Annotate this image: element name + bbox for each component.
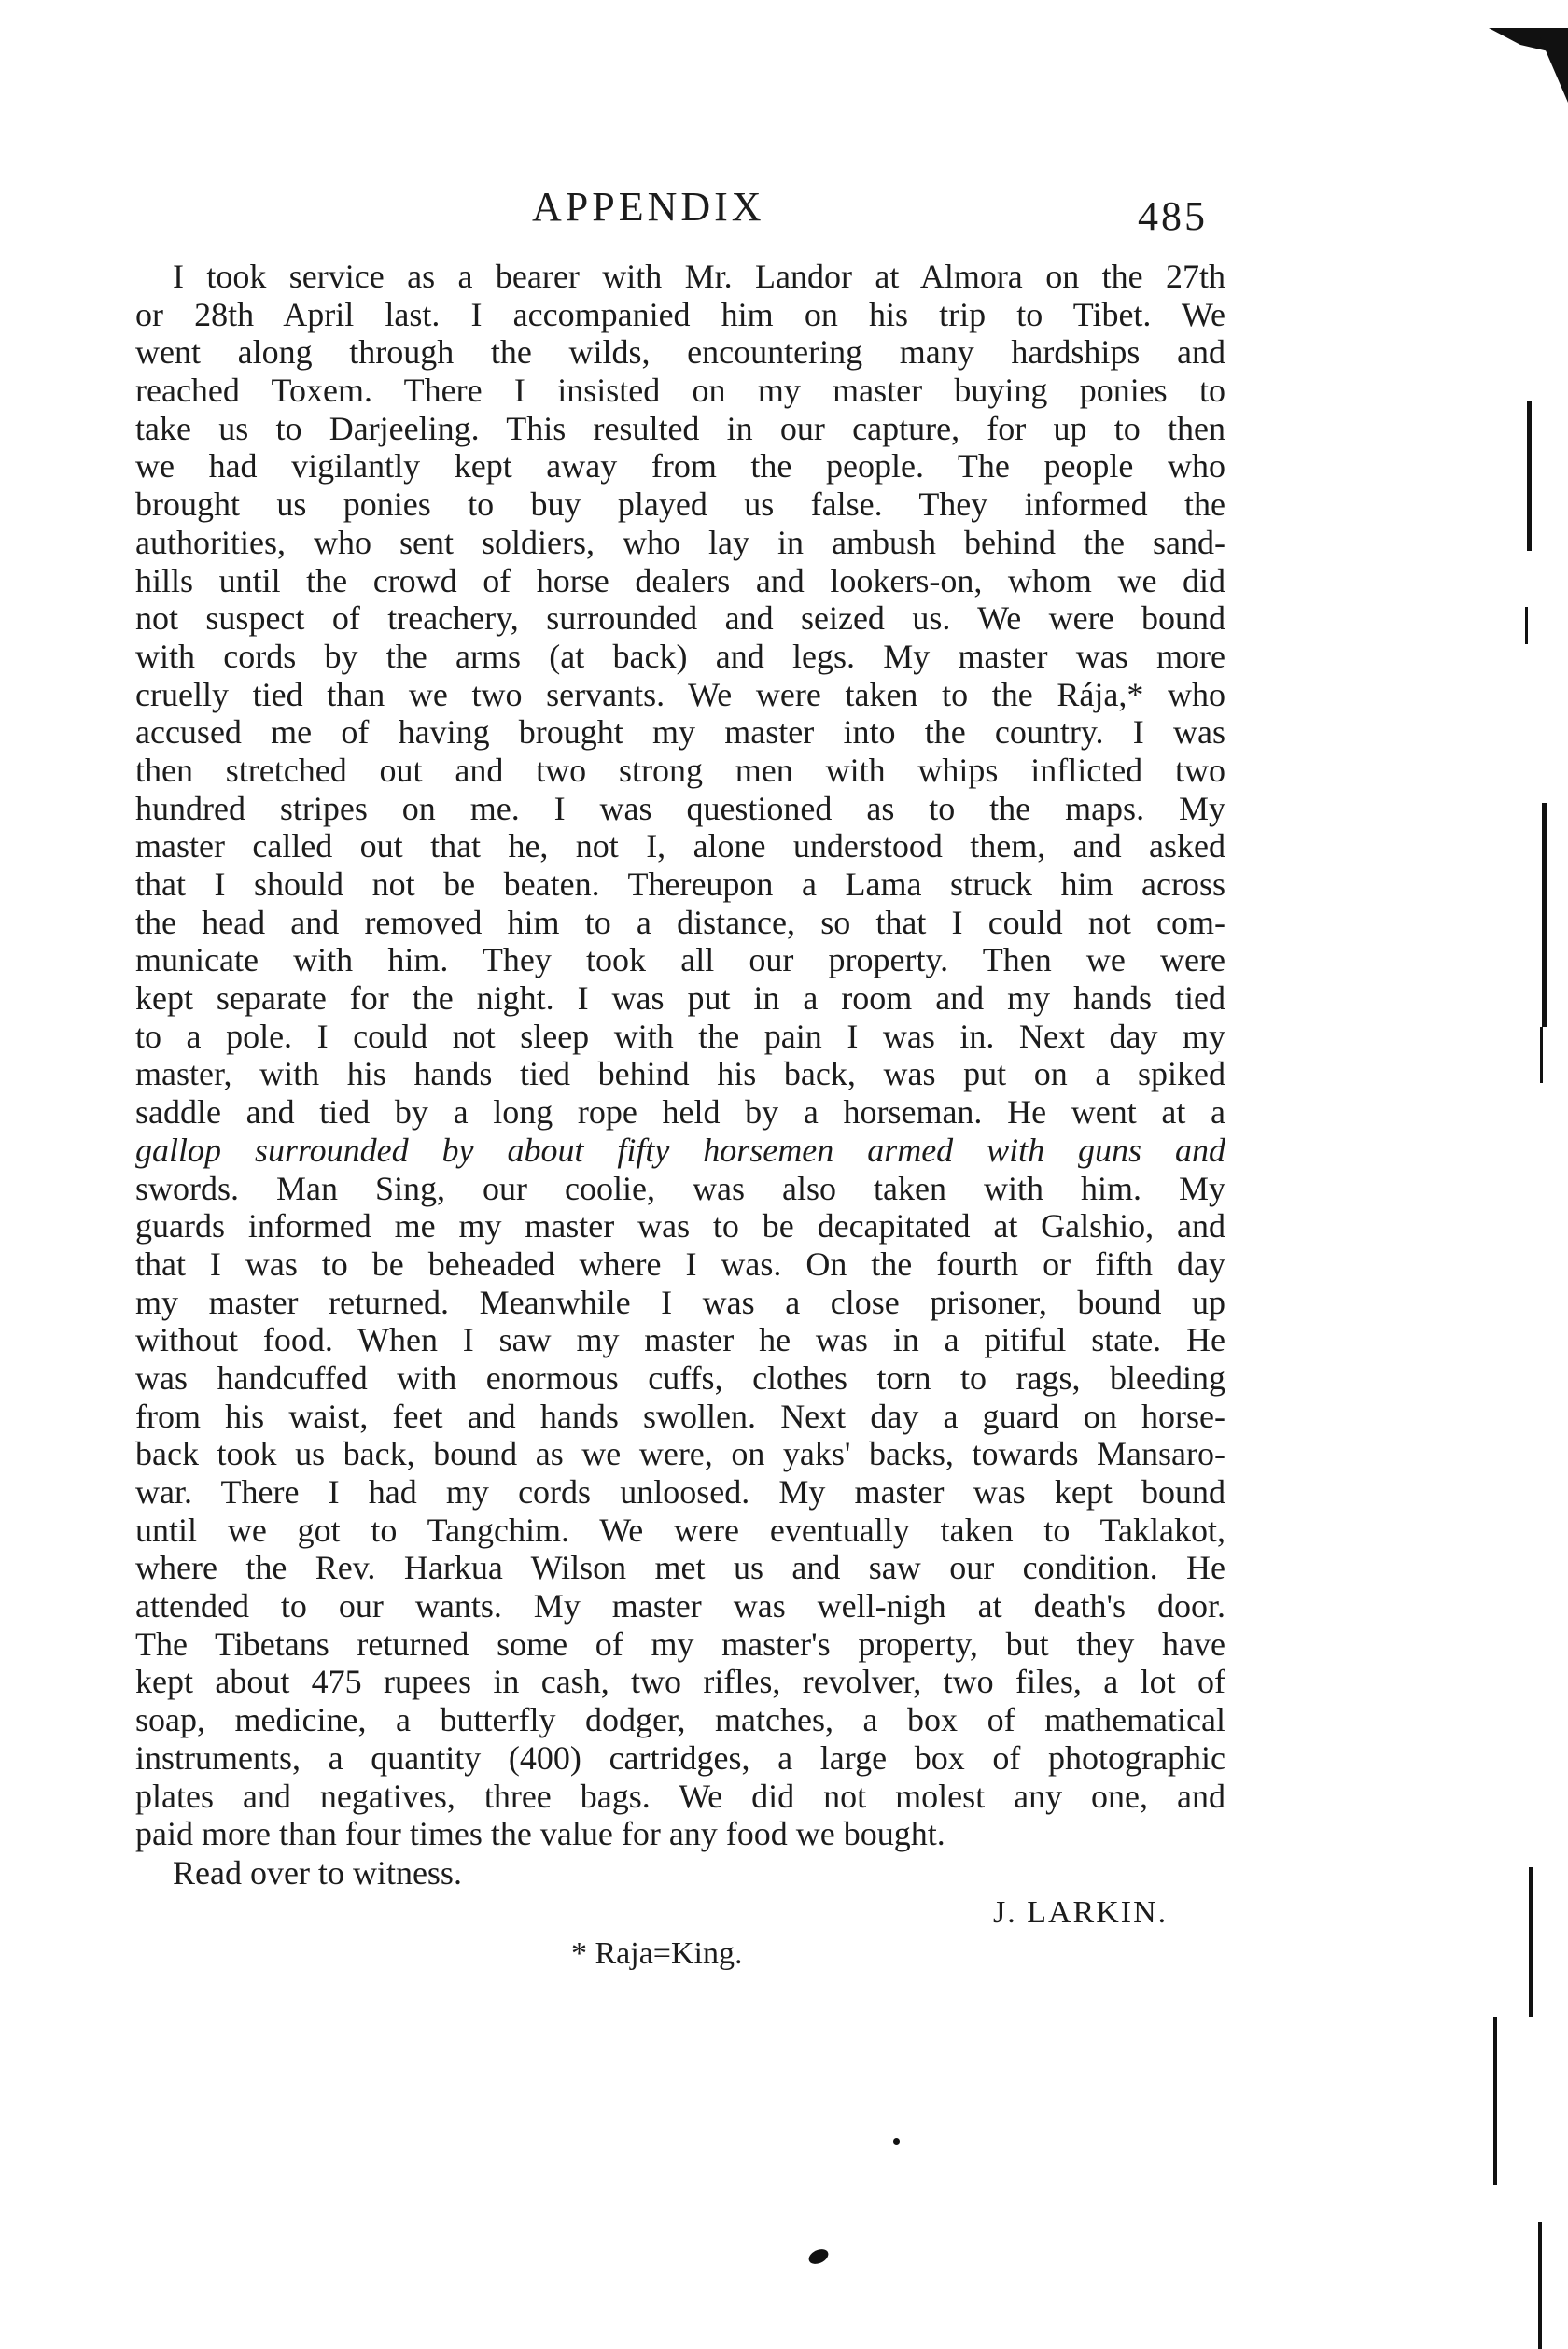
body-line: where the Rev. Harkua Wilson met us and saw our condition. He — [135, 1549, 1225, 1587]
footnote: * Raja=King. — [571, 1936, 743, 1971]
body-line: authorities, who sent soldiers, who lay in ambush behind the sand- — [135, 523, 1225, 561]
body-line: plates and negatives, three bags. We did not molest any one, and — [135, 1777, 1225, 1815]
scan-artifact-line — [1542, 803, 1547, 1027]
body-line: brought us ponies to buy played us false. They informed the — [135, 485, 1225, 524]
body-line: paid more than four times the value for any food we bought. — [135, 1815, 945, 1853]
body-line: hundred stripes on me. I was questioned as to the maps. My — [135, 789, 1225, 827]
body-line: without food. When I saw my master he was in a pitiful state. He — [135, 1321, 1225, 1359]
body-line: take us to Darjeeling. This resulted in our capture, for up to then — [135, 409, 1225, 447]
scan-artifact-line — [1525, 607, 1528, 644]
body-line: saddle and tied by a long rope held by a horseman. He went at a — [135, 1093, 1225, 1132]
witness-line: Read over to witness. — [173, 1854, 462, 1892]
body-text — [135, 258, 1225, 1853]
scan-artifact-line — [1540, 1027, 1543, 1083]
scan-artifact-dot — [893, 2138, 900, 2145]
body-line: The Tibetans returned some of my master's property, but they have — [135, 1625, 1225, 1663]
body-line: from his waist, feet and hands swollen. Next day a guard on horse- — [135, 1397, 1225, 1435]
scan-artifact-line — [1538, 2222, 1542, 2349]
body-line: the head and removed him to a distance, so that I could not com- — [135, 903, 1225, 941]
body-line: or 28th April last. I accompanied him on his trip to Tibet. We — [135, 295, 1225, 333]
body-line: municate with him. They took all our property. Then we were — [135, 941, 1225, 979]
page-number: 485 — [1138, 193, 1208, 239]
body-line: my master returned. Meanwhile I was a close prisoner, bound up — [135, 1283, 1225, 1321]
body-line: kept separate for the night. I was put in a room and my hands tied — [135, 979, 1225, 1018]
body-line: I took service as a bearer with Mr. Landor at Almora on the 27th — [173, 258, 1225, 295]
body-line: was handcuffed with enormous cuffs, clothes torn to rags, bleeding — [135, 1358, 1225, 1397]
body-line: swords. Man Sing, our coolie, was also taken with him. My — [135, 1169, 1225, 1207]
scan-artifact-line — [1529, 1867, 1533, 2017]
body-line: not suspect of treachery, surrounded and seized us. We were bound — [135, 599, 1225, 638]
scan-artifact-blot — [806, 2246, 831, 2267]
body-line: guards informed me my master was to be decapitated at Galshio, and — [135, 1207, 1225, 1245]
body-line: cruelly tied than we two servants. We were taken to the Rája,* who — [135, 675, 1225, 713]
body-line: that I was to be beheaded where I was. On the fourth or fifth day — [135, 1245, 1225, 1283]
body-line: we had vigilantly kept away from the people. The people who — [135, 447, 1225, 485]
body-line: then stretched out and two strong men with whips inflicted two — [135, 751, 1225, 789]
body-line: master called out that he, not I, alone understood them, and asked — [135, 827, 1225, 865]
body-line: attended to our wants. My master was well-nigh at death's door. — [135, 1587, 1225, 1625]
body-line: hills until the crowd of horse dealers and lookers-on, whom we did — [135, 561, 1225, 599]
signature: J. LARKIN. — [993, 1895, 1169, 1930]
body-line: war. There I had my cords unloosed. My master was kept bound — [135, 1473, 1225, 1511]
body-line: with cords by the arms (at back) and legs. My master was more — [135, 637, 1225, 675]
body-line: to a pole. I could not sleep with the pain I was in. Next day my — [135, 1017, 1225, 1055]
body-line: accused me of having brought my master into the country. I was — [135, 713, 1225, 752]
scan-artifact-line — [1493, 2017, 1497, 2185]
scan-artifact-line — [1527, 401, 1532, 551]
body-line: gallop surrounded by about fifty horsemen armed with guns and — [135, 1131, 1225, 1169]
body-line: instruments, a quantity (400) cartridges, a large box of photographic — [135, 1738, 1225, 1777]
body-line: back took us back, bound as we were, on yaks' backs, towards Mansaro- — [135, 1435, 1225, 1473]
body-line: reached Toxem. There I insisted on my master buying ponies to — [135, 372, 1225, 410]
body-line: went along through the wilds, encountering many hardships and — [135, 333, 1225, 372]
body-line: kept about 475 rupees in cash, two rifles, revolver, two files, a lot of — [135, 1663, 1225, 1701]
body-line: master, with his hands tied behind his back, was put on a spiked — [135, 1055, 1225, 1093]
running-head: APPENDIX — [532, 184, 765, 230]
body-line: that I should not be beaten. Thereupon a Lama struck him across — [135, 865, 1225, 903]
body-line: soap, medicine, a butterfly dodger, matches, a box of mathematical — [135, 1701, 1225, 1739]
body-line: until we got to Tangchim. We were eventually taken to Taklakot, — [135, 1511, 1225, 1549]
scan-artifact-corner-tail — [1540, 37, 1568, 103]
